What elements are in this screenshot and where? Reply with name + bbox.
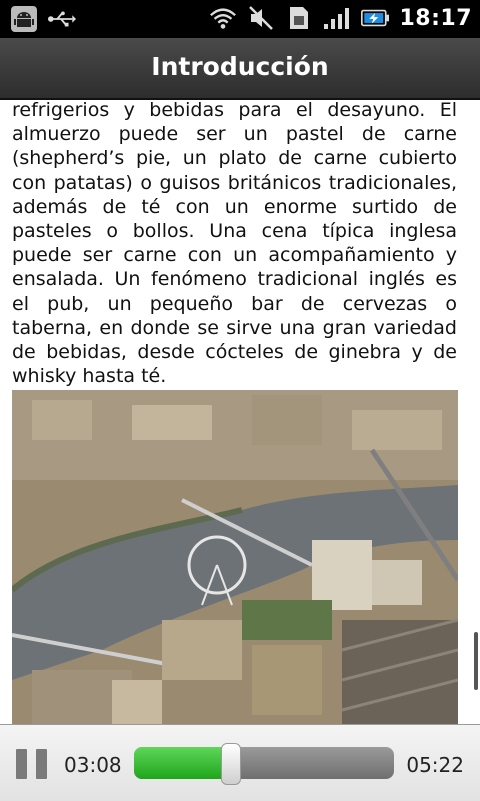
pause-icon xyxy=(16,749,27,779)
usb-icon xyxy=(48,5,76,33)
pause-button[interactable] xyxy=(16,749,48,779)
title-bar xyxy=(0,38,480,100)
article-text: refrigerios y bebidas para el desayuno. El almuerzo puede ser un pastel de carne (shepherd’s pie, un plato de carne cubierto con patatas) o guisos británicos tradicionales, además de té con un enorme surtido de pasteles o bollos. Una cena típica inglesa puede ser carne con un acompañamiento y ensalada. Un fenómeno tradicional inglés es el pub, un pequeño bar de cervezas o taberna, en donde se sirve una gran variedad de bebidas, desde cócteles de ginebra y de whisky hasta té. xyxy=(12,100,457,388)
scrollbar-thumb[interactable] xyxy=(474,632,478,690)
seek-bar[interactable] xyxy=(134,747,394,779)
seek-bar-thumb[interactable] xyxy=(221,743,241,785)
london-aerial-photo xyxy=(12,390,458,724)
mute-icon xyxy=(247,4,275,32)
article-content[interactable] xyxy=(0,100,480,724)
total-time: 05:22 xyxy=(406,753,464,777)
sim-icon xyxy=(285,4,313,32)
android-icon xyxy=(10,5,38,33)
audio-player xyxy=(0,724,480,801)
page-title: Introducción xyxy=(151,52,329,81)
battery-charging-icon xyxy=(361,4,389,32)
signal-icon xyxy=(323,4,351,32)
status-bar xyxy=(0,0,480,38)
clock: 18:17 xyxy=(399,5,472,31)
seek-bar-progress xyxy=(134,747,230,779)
current-time: 03:08 xyxy=(64,753,122,777)
wifi-icon xyxy=(209,4,237,32)
